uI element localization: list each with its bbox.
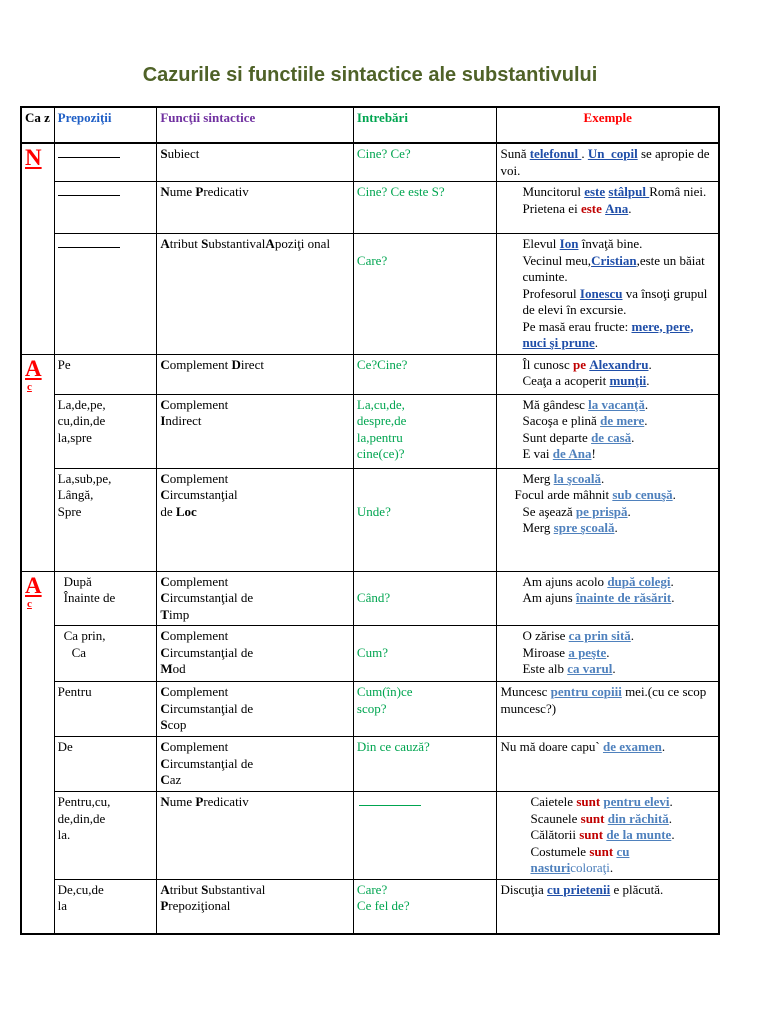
table-row: [21, 571, 719, 626]
prep-cell: Pentru: [54, 682, 157, 737]
question-cell: Ce?Cine?: [353, 354, 497, 394]
header-functii: Funcţii sintactice: [157, 107, 354, 143]
question-cell: Care?: [353, 234, 497, 355]
blank-line: [58, 185, 120, 196]
case-letter-c: c: [27, 597, 32, 610]
question-cell: Cine? Ce?: [353, 143, 497, 182]
table-row: [21, 354, 719, 394]
function-cell: Complement Circumstanţial de Caz: [157, 737, 354, 792]
table-row: [21, 879, 719, 934]
function-cell: Nume Predicativ: [157, 182, 354, 234]
table-row: [21, 182, 719, 234]
function-cell: Complement Direct: [157, 354, 354, 394]
example-cell: Mă gândesc la vacanţă. Sacoşa e plină de mere. Sunt departe de casă. E vai de Ana!: [497, 394, 719, 468]
question-cell: Unde?: [353, 468, 497, 571]
question-cell: Cine? Ce este S?: [353, 182, 497, 234]
function-cell: Complement Circumstanţial de Mod: [157, 626, 354, 682]
blank-line: [58, 237, 120, 248]
case-letter-a: A: [25, 355, 42, 381]
table-row: [21, 468, 719, 571]
example-cell: Muncesc pentru copiii mei.(cu ce scop muncesc?): [497, 682, 719, 737]
example-cell: Discuţia cu prietenii e plăcută.: [497, 879, 719, 934]
prep-cell: [54, 143, 157, 182]
function-cell: Atribut Substantival Prepoziţional: [157, 879, 354, 934]
question-cell: [353, 792, 497, 880]
example-cell: Muncitorul este stâlpul Româ niei. Prietena ei este Ana.: [497, 182, 719, 234]
header-intrebari: Intrebări: [353, 107, 497, 143]
blank-line: [359, 795, 421, 806]
header-prepozitii: Prepoziţii: [54, 107, 157, 143]
table-row: [21, 682, 719, 737]
table-row: [21, 394, 719, 468]
question-cell: La,cu,de, despre,de la,pentru cine(ce)?: [353, 394, 497, 468]
prep-cell: Pentru,cu, de,din,de la.: [54, 792, 157, 880]
question-cell: Când?: [353, 571, 497, 626]
example-cell: Elevul Ion învaţă bine. Vecinul meu,Cristian,este un băiat cuminte. Profesorul Ionescu va însoţi grupul de elevi în excursie. Pe masă erau fructe: mere, pere, nuci şi prune.: [497, 234, 719, 355]
blank-line: [58, 147, 120, 158]
question-cell: Care? Ce fel de?: [353, 879, 497, 934]
prep-cell: [54, 182, 157, 234]
cases-table: [20, 106, 720, 935]
case-letter-a: A: [25, 572, 42, 598]
table-row: [21, 234, 719, 355]
function-cell: Subiect: [157, 143, 354, 182]
case-acuzativ-2: [21, 571, 54, 934]
question-cell: Cum?: [353, 626, 497, 682]
function-cell: Atribut SubstantivalApoziţi onal: [157, 234, 354, 355]
function-cell: Complement Circumstanţial de Loc: [157, 468, 354, 571]
example-cell: Îl cunosc pe Alexandru. Ceaţa a acoperit munţii.: [497, 354, 719, 394]
function-cell: Nume Predicativ: [157, 792, 354, 880]
table-row: [21, 737, 719, 792]
prep-cell: La,sub,pe, Lângă, Spre: [54, 468, 157, 571]
table-header-row: [21, 107, 719, 143]
example-cell: Caietele sunt pentru elevi. Scaunele sunt din răchită. Călătorii sunt de la munte. Costumele sunt cu nasturicoloraţi.: [497, 792, 719, 880]
prep-cell: La,de,pe, cu,din,de la,spre: [54, 394, 157, 468]
header-exemple: Exemple: [497, 107, 719, 143]
table-row: [21, 143, 719, 182]
function-cell: Complement Circumstanţial de Scop: [157, 682, 354, 737]
case-letter-n: N: [25, 145, 42, 170]
function-cell: Complement Circumstanţial de Timp: [157, 571, 354, 626]
prep-cell: Ca prin, Ca: [54, 626, 157, 682]
page-title: Cazurile si functiile sintactice ale substantivului: [142, 64, 598, 86]
case-acuzativ-1: [21, 354, 54, 571]
example-cell: O zărise ca prin sită. Miroase a peşte. Este alb ca varul.: [497, 626, 719, 682]
example-cell: Sună telefonul . Un_copil se apropie de voi.: [497, 143, 719, 182]
table-row: [21, 626, 719, 682]
question-cell: Cum(în)ce scop?: [353, 682, 497, 737]
prep-cell: De: [54, 737, 157, 792]
case-letter-c: c: [27, 380, 32, 393]
table-row: [21, 792, 719, 880]
prep-cell: Pe: [54, 354, 157, 394]
header-caz: Ca z: [21, 107, 54, 143]
function-cell: Complement Indirect: [157, 394, 354, 468]
example-cell: Merg la şcoală. Focul arde mâhnit sub cenuşă. Se aşează pe prispă. Merg spre şcoală.: [497, 468, 719, 571]
prep-cell: După Înainte de: [54, 571, 157, 626]
prep-cell: [54, 234, 157, 355]
example-cell: Nu mă doare capu` de examen.: [497, 737, 719, 792]
case-nominativ: [21, 143, 54, 354]
example-cell: Am ajuns acolo după colegi. Am ajuns înainte de răsărit.: [497, 571, 719, 626]
question-cell: Din ce cauză?: [353, 737, 497, 792]
prep-cell: De,cu,de la: [54, 879, 157, 934]
